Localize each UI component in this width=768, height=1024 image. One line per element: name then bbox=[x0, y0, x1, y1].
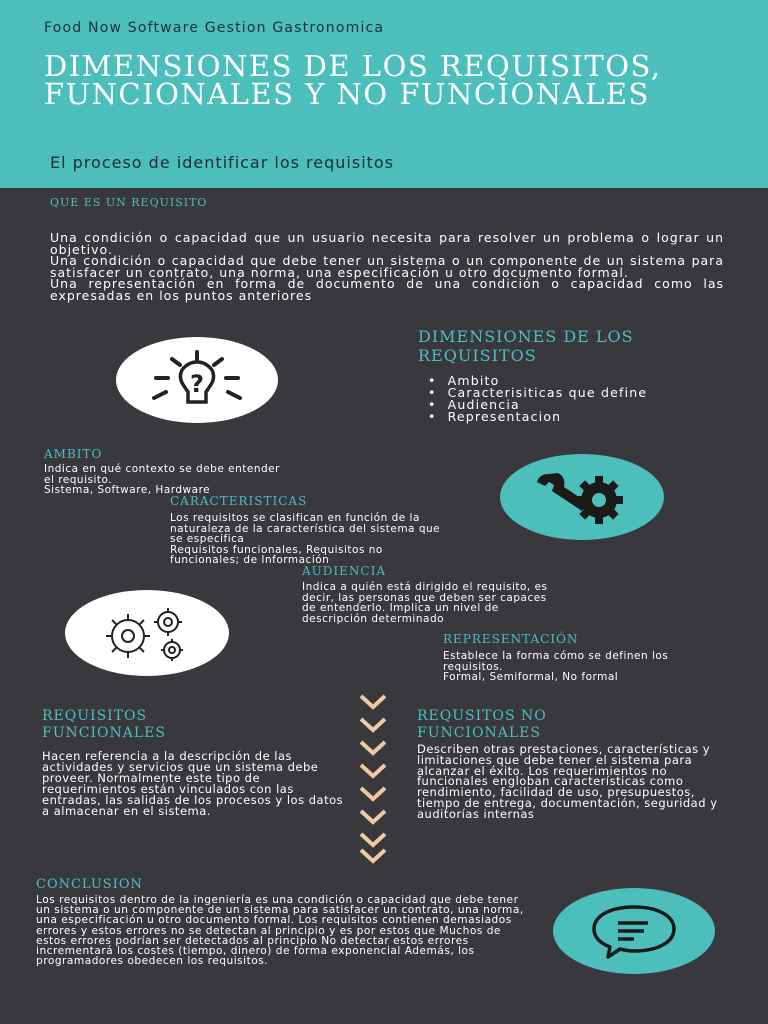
header-banner bbox=[0, 0, 768, 188]
question-lightbulb-icon bbox=[142, 350, 252, 410]
audiencia-heading: AUDIENCIA bbox=[302, 564, 386, 578]
que-es-heading: QUE ES UN REQUISITO bbox=[50, 196, 208, 209]
dimensiones-list bbox=[428, 375, 647, 423]
ambito-body: Indica en qué contexto se debe entender el requisito. Sistema, Software, Hardware bbox=[44, 463, 280, 496]
conclusion-body: Los requisitos dentro de la ingeniería es una condición o capacidad que debe tener un sistema o un componente de un sistema para satisfacer un contrato, una norma, una especificación u otro documento formal. Los requisitos contienen demasiados errores y estos errores no se detectan al principio y es por estos que Muchos de estos errores podrían ser detectados al principio No detectar estos errores incrementará los costes (tiempo, dinero) de forma exponencial Además, los programadores obedecen los requisitos. bbox=[36, 894, 524, 968]
svg-text:?: ? bbox=[190, 370, 204, 398]
funcionales-heading: REQUISITOS FUNCIONALES bbox=[42, 708, 166, 741]
no-funcionales-body: Describen otras prestaciones, características y limitaciones que debe tener el sistema para alcanzar el éxito. Los requerimientos no funcionales engloban características como rendimiento, facilidad de uso, presupuestos, tiempo de entrega, documentación, seguridad y auditorías internas bbox=[417, 742, 718, 821]
caracteristicas-heading: CARACTERISTICAS bbox=[170, 494, 308, 508]
gears-icon bbox=[92, 600, 202, 666]
page-subtitle: El proceso de identificar los requisitos bbox=[50, 153, 395, 172]
no-funcionales-heading: REQUSITOS NO FUNCIONALES bbox=[417, 708, 547, 741]
question-circle bbox=[116, 337, 278, 423]
caracteristicas-body: Los requisitos se clasifican en función de la naturaleza de la característica del sistema que se especifica Requisitos funcionales, Requisitos no funcionales; de Información bbox=[170, 512, 441, 566]
brand-name: Food Now Software Gestion Gastronomica bbox=[44, 20, 385, 36]
chevron-down-icon bbox=[358, 808, 388, 828]
wrench-gear-icon bbox=[527, 464, 637, 530]
gears-circle bbox=[65, 590, 229, 676]
funcionales-body: Hacen referencia a la descripción de las actividades y servicios que un sistema debe proveer. Normalmente este tipo de requerimientos están vinculados con las entradas, las salidas de los procesos y los datos a almacenar en el sistema. bbox=[42, 749, 344, 818]
chevron-down-icon bbox=[358, 785, 388, 805]
chevron-down-icon bbox=[358, 693, 388, 713]
chevron-down-icon bbox=[358, 847, 388, 867]
representacion-heading: REPRESENTACIÓN bbox=[443, 632, 579, 646]
conclusion-heading: CONCLUSION bbox=[36, 877, 143, 892]
list-item: • Ambito bbox=[428, 375, 647, 387]
audiencia-body: Indica a quién está dirigido el requisito, es decir, las personas que deben ser capaces de entenderlo. Implica un nivel de descripción determinado bbox=[302, 581, 548, 625]
list-item: • Representacion bbox=[428, 411, 647, 423]
que-es-body: Una condición o capacidad que un usuario necesita para resolver un problema o lograr un objetivo. Una condición o capacidad que debe tener un sistema o un componente de un sistema para satisfacer un contrato, una norma, una especificación u otro documento formal. Una representación en forma de documento de una condición o capacidad como las expresadas en los puntos anteriores bbox=[50, 230, 724, 303]
chevron-down-icon bbox=[358, 716, 388, 736]
representacion-body: Establece la forma cómo se definen los requisitos. Formal, Semiformal, No formal bbox=[443, 650, 669, 683]
speech-bubble-icon bbox=[584, 901, 684, 961]
list-item: • Audiencia bbox=[428, 399, 647, 411]
speech-bubble-circle bbox=[553, 888, 715, 974]
chevron-down-icon bbox=[358, 739, 388, 759]
chevron-down-icon bbox=[358, 762, 388, 782]
list-item: • Caracterisiticas que define bbox=[428, 387, 647, 399]
dimensiones-heading: DIMENSIONES DE LOS REQUISITOS bbox=[418, 327, 634, 365]
wrench-gear-circle bbox=[500, 454, 664, 540]
page-title: DIMENSIONES DE LOS REQUISITOS, FUNCIONALES Y NO FUNCIONALES bbox=[44, 49, 662, 111]
ambito-heading: AMBITO bbox=[44, 447, 103, 461]
